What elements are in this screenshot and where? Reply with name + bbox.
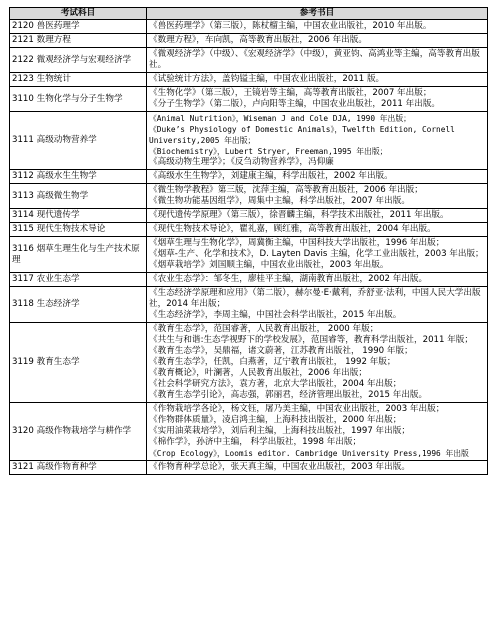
table-row — [10, 287, 488, 323]
exam-subject-cell: 3112 高级水生生物学 — [10, 170, 147, 184]
reference-book-entry: 《数理方程》，车向凯，高等教育出版社，2006 年出版。 — [149, 35, 367, 45]
reference-book-entry: 《烟草-生产、化学和技术》，D. Layten Davis 主编，化学工业出版社，2003 年出版； — [149, 249, 484, 259]
reference-books-cell — [147, 323, 488, 403]
reference-book-entry: 《微观经济学》（中级）、《宏观经济学》（中级），黄亚钧、高鸿业等主编，高等教育出版社。 — [149, 49, 480, 70]
reference-book-entry: 《教育概论》，叶澜著，人民教育出版社，2006 年出版； — [149, 368, 367, 378]
reference-book-entry: 《微生物功能基因组学》，周集中主编，科学出版社，2007 年出版。 — [149, 196, 410, 206]
reference-books-cell — [147, 112, 488, 170]
exam-subject-cell: 2120 兽医药理学 — [10, 20, 147, 34]
exam-subject-cell: 3120 高级作物栽培学与耕作学 — [10, 403, 147, 461]
reference-book-entry: 《兽医药理学》（第三版），陈杖榴主编，中国农业出版社，2010 年出版。 — [149, 21, 432, 31]
reference-books-cell — [147, 209, 488, 223]
reference-book-entry: 《实用油菜栽培学》，刘后利主编，上海科技出版社，1997 年出版； — [149, 426, 410, 436]
exam-subject-cell: 2122 微观经济学与宏观经济学 — [10, 48, 147, 73]
table-row — [10, 323, 488, 403]
reference-book-entry: 《试验统计方法》，盖钧镒主编，中国农业出版社，2011 版。 — [149, 74, 385, 84]
table-row — [10, 20, 488, 34]
table-row — [10, 34, 488, 48]
reference-books-cell — [147, 287, 488, 323]
reference-book-entry: 《生物化学》（第三版），王镜岩等主编，高等教育出版社，2007 年出版； — [149, 88, 432, 98]
exam-subject-cell: 3117 农业生态学 — [10, 273, 147, 287]
table-row — [10, 170, 488, 184]
reference-book-entry: 《作物群体质量》，凌启鸿主编，上海科技出版社，2000 年出版； — [149, 415, 402, 425]
reference-books-cell — [147, 223, 488, 237]
reference-books-cell — [147, 73, 488, 87]
reference-books-cell — [147, 403, 488, 461]
reference-book-entry: 《作物栽培学各论》，杨文钰，屠乃美主编，中国农业出版社，2003 年出版； — [149, 404, 445, 414]
reference-books-cell — [147, 237, 488, 273]
table-row — [10, 273, 488, 287]
reference-books-cell — [147, 34, 488, 48]
exam-subject-cell: 3111 高级动物营养学 — [10, 112, 147, 170]
exam-subject-cell: 3113 高级微生物学 — [10, 184, 147, 209]
reference-books-cell — [147, 273, 488, 287]
table-row — [10, 209, 488, 223]
reference-book-entry: 《农业生态学》：邹冬生，廖桂平主编，湖南教育出版社，2002 年出版。 — [149, 274, 428, 284]
reference-book-entry: 《烟草栽培学》刘国顺主编，中国农业出版社，2003 年出版。 — [149, 260, 389, 270]
reference-book-entry: 《现代遗传学原理》（第三版），徐晋麟主编，科学技术出版社，2011 年出版。 — [149, 210, 449, 220]
reference-book-entry: 《教育生态学引论》，高志强，郭丽君，经济管理出版社，2015 年出版。 — [149, 390, 428, 400]
exam-subject-cell: 2121 数理方程 — [10, 34, 147, 48]
header-subject: 考试科目 — [10, 8, 147, 20]
reference-book-entry: 《高级动物生理学》；《反刍动物营养学》，冯仰廉 — [149, 157, 334, 167]
reference-book-entry: 《共生与和谐:生态学视野下的学校发展》，范国睿等，教育科学出版社，2011 年版； — [149, 335, 473, 345]
reference-books-cell — [147, 20, 488, 34]
table-row — [10, 184, 488, 209]
reference-book-entry: 《社会科学研究方法》，袁方著，北京大学出版社，2004 年出版； — [149, 379, 402, 389]
reference-book-entry: 《Crop Ecology》，Loomis editor. Cambridge University Press,1996 年出版 — [149, 449, 469, 458]
reference-book-entry: 《Animal Nutrition》，Wiseman J and Cole DJA, 1990 年出版； — [149, 114, 411, 123]
table-body — [10, 20, 488, 475]
reference-book-entry: 《高级水生生物学》，刘建康主编，科学出版社，2002 年出版。 — [149, 171, 393, 181]
reference-book-entry: 《作物育种学总论》，张天真主编，中国农业出版社，2003 年出版。 — [149, 462, 410, 472]
reference-book-entry: 《Duke’s Physiology of Domestic Animals》，Twelfth Edition, Cornell University,2005 年出版； — [149, 125, 455, 145]
reference-book-entry: 《教育生态学》，范国睿著，人民教育出版社， 2000 年版； — [149, 324, 379, 334]
exam-subject-cell: 3121 高级作物育种学 — [10, 461, 147, 475]
reference-book-entry: 《Biochemistry》，Lubert Stryer, Freeman,1995 年出版； — [149, 147, 388, 156]
reference-book-entry: 《分子生物学》（第二版），卢向阳等主编，中国农业出版社，2011 年出版。 — [149, 99, 441, 109]
table-row — [10, 73, 488, 87]
reference-book-entry: 《烟草生理与生物化学》，周冀衡主编，中国科技大学出版社，1996 年出版； — [149, 238, 445, 248]
reference-book-entry: 《教育生态学》，任凯，白燕著，辽宁教育出版社， 1992 年版； — [149, 357, 396, 367]
table-row — [10, 223, 488, 237]
table-header-row — [10, 8, 488, 20]
table-row — [10, 403, 488, 461]
reference-book-entry: 《教育生态学》，吴鼎福，诸文蔚著，江苏教育出版社， 1990 年版； — [149, 346, 413, 356]
exam-subject-cell: 3119 教育生态学 — [10, 323, 147, 403]
reference-book-entry: 《微生物学教程》第三版，沈萍主编，高等教育出版社，2006 年出版； — [149, 185, 423, 195]
reference-book-entry: 《棉作学》，孙济中主编， 科学出版社，1998 年出版； — [149, 437, 362, 447]
exam-subject-cell: 2123 生物统计 — [10, 73, 147, 87]
reference-books-cell — [147, 461, 488, 475]
reference-books-cell — [147, 170, 488, 184]
exam-subject-cell: 3118 生态经济学 — [10, 287, 147, 323]
reference-books-cell — [147, 184, 488, 209]
reference-book-entry: 《生态经济学原理和应用》（第二版），赫尔曼·E·戴利，乔舒亚·法利，中国人民大学出版社，2014 年出版； — [149, 288, 481, 309]
reference-books-cell — [147, 48, 488, 73]
header-reference: 参考书目 — [147, 8, 488, 20]
table-row — [10, 237, 488, 273]
reference-books-cell — [147, 87, 488, 112]
reference-book-document — [9, 7, 487, 475]
reference-book-table — [9, 7, 488, 475]
table-row — [10, 461, 488, 475]
exam-subject-cell: 3116 烟草生理生化与生产技术原理 — [10, 237, 147, 273]
exam-subject-cell: 3114 现代遗传学 — [10, 209, 147, 223]
table-row — [10, 112, 488, 170]
reference-book-entry: 《生态经济学》，李周主编，中国社会科学出版社，2015 年出版。 — [149, 310, 402, 320]
exam-subject-cell: 3115 现代生物技术导论 — [10, 223, 147, 237]
reference-book-entry: 《现代生物技术导论》，瞿礼嘉，顾红雅，高等教育出版社，2004 年出版。 — [149, 224, 436, 234]
exam-subject-cell: 3110 生物化学与分子生物学 — [10, 87, 147, 112]
table-row — [10, 87, 488, 112]
table-row — [10, 48, 488, 73]
